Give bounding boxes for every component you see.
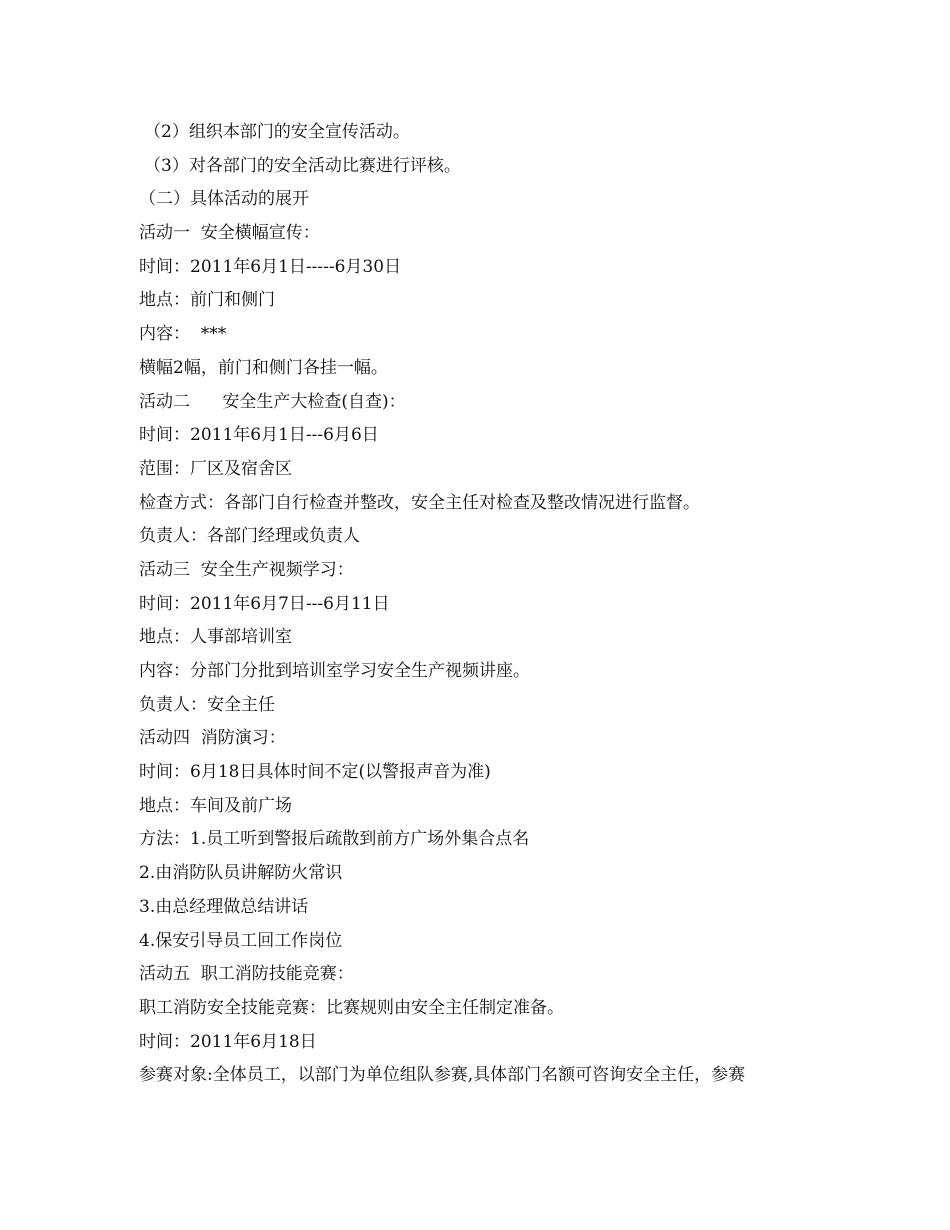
text-line: 时间：6月18日具体时间不定(以警报声音为准) (139, 762, 491, 783)
activity-heading: 活动四 消防演习： (139, 728, 286, 749)
text-line: 负责人：各部门经理或负责人 (139, 526, 360, 547)
text-line: （2）组织本部门的安全宣传活动。 (144, 122, 410, 142)
text-line: 时间：2011年6月1日---6月6日 (139, 425, 379, 446)
document-body (139, 116, 839, 1093)
text-line: 方法：1.员工听到警报后疏散到前方广场外集合点名 (139, 829, 530, 850)
activity-heading: 活动五 职工消防技能竞赛： (139, 964, 354, 985)
list-item: 2.由消防队员讲解防火常识 (139, 863, 343, 884)
text-line: 时间：2011年6月18日 (139, 1031, 317, 1052)
section-heading: （二）具体活动的展开 (139, 189, 309, 210)
text-line: 地点：前门和侧门 (139, 290, 275, 311)
text-line: 内容： *** (139, 324, 227, 345)
text-line: 横幅2幅，前门和侧门各挂一幅。 (139, 357, 388, 378)
text-line: 职工消防安全技能竞赛：比赛规则由安全主任制定准备。 (139, 997, 564, 1018)
text-line: 地点：车间及前广场 (139, 795, 292, 816)
activity-heading: 活动二 安全生产大检查(自查)： (139, 391, 406, 412)
list-item: 3.由总经理做总结讲话 (139, 896, 309, 917)
text-line: 负责人：安全主任 (139, 694, 275, 715)
activity-heading: 活动一 安全横幅宣传： (139, 223, 320, 244)
text-line: 内容：分部门分批到培训室学习安全生产视频讲座。 (139, 661, 530, 681)
text-line: 地点：人事部培训室 (139, 627, 292, 648)
text-line: 范围：厂区及宿舍区 (139, 458, 292, 479)
text-line: （3）对各部门的安全活动比赛进行评核。 (144, 155, 461, 176)
text-line: 时间：2011年6月7日---6月11日 (139, 593, 390, 614)
text-line: 时间：2011年6月1日-----6月30日 (139, 256, 402, 277)
activity-heading: 活动三 安全生产视频学习： (139, 559, 354, 580)
text-line: 参赛对象:全体员工，以部门为单位组队参赛,具体部门名额可咨询安全主任，参赛 (139, 1065, 746, 1086)
text-line: 检查方式：各部门自行检查并整改，安全主任对检查及整改情况进行监督。 (139, 492, 700, 513)
list-item: 4.保安引导员工回工作岗位 (139, 930, 343, 951)
